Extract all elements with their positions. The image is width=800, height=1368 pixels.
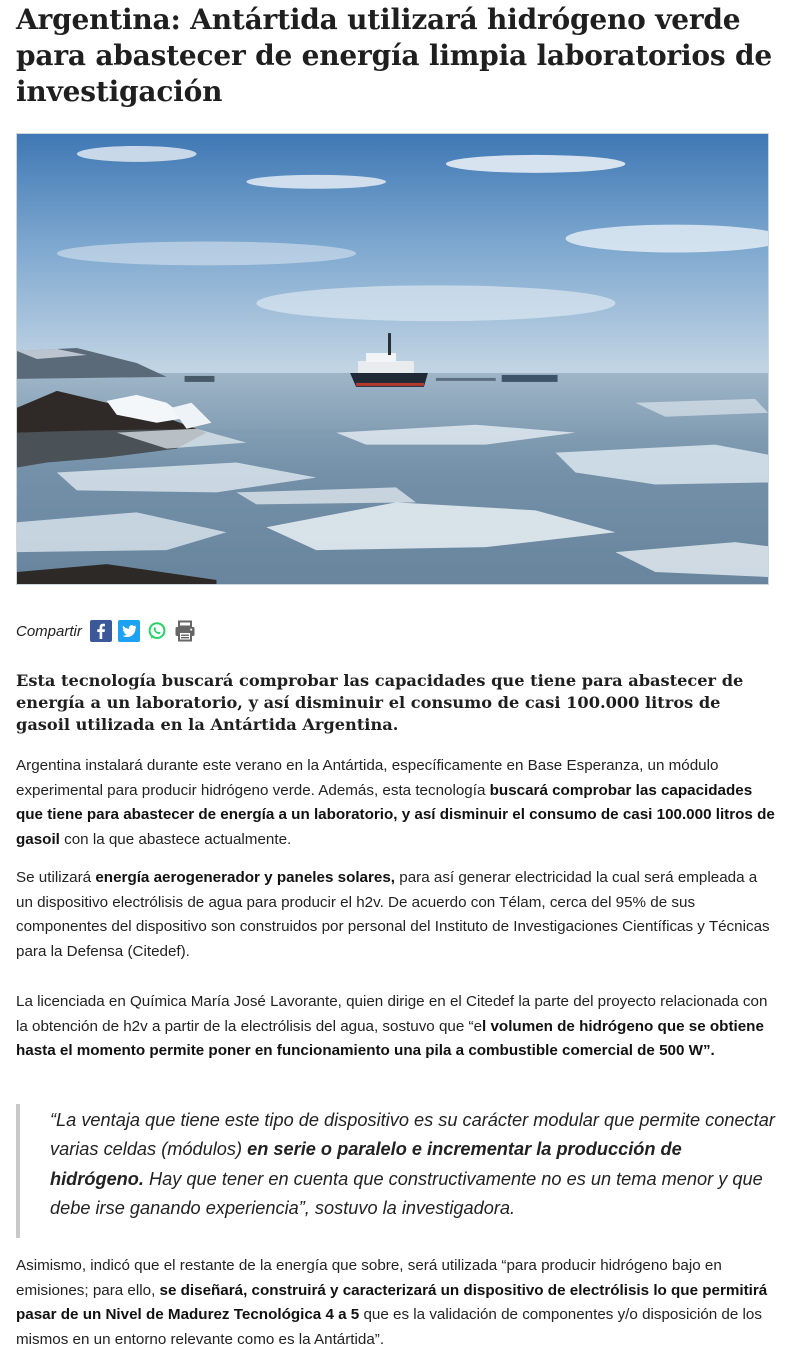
quote-text: Hay que tener en cuenta que constructivamente no es un tema menor y que debe irse ganando experiencia”, sostuvo la investigadora. <box>50 1168 763 1219</box>
text: La licenciada en Química María José Lavorante, quien dirige en el Citedef la parte del proyecto relacionada con la obtención de h2v a partir de la electrólisis del agua, sostuvo que “e <box>16 993 768 1035</box>
bold-text: energía aerogenerador y paneles solares, <box>95 869 396 886</box>
print-icon[interactable] <box>174 620 196 642</box>
text: que es la validación de componentes y/o disposición de los mismos en un entorno relevante como es la Antártida”. <box>16 1306 762 1348</box>
twitter-icon[interactable] <box>118 620 140 642</box>
antarctic-ship-photo <box>17 134 768 584</box>
paragraph-3 <box>16 990 776 1064</box>
whatsapp-icon[interactable] <box>146 620 168 642</box>
quote-bold-text: en serie o paralelo e incrementar la producción de hidrógeno. <box>50 1139 682 1189</box>
hero-image <box>16 133 769 585</box>
text: para así generar electricidad la cual será empleada a un dispositivo electrólisis de agua para producir el h2v. De acuerdo con Télam, cerca del 95% de sus componentes del dispositivo son construidos por personal del Instituto de Investigaciones Científicas y Técnicas para la Defensa (Citedef). <box>16 869 770 960</box>
text: Argentina instalará durante este verano en la Antártida, específicamente en Base Esperanza, un módulo experimental para producir hidrógeno verde. Además, esta tecnología <box>16 757 719 799</box>
article-lead: Esta tecnología buscará comprobar las capacidades que tiene para abastecer de energía a un laboratorio, y así disminuir el consumo de casi 100.000 litros de gasoil utilizada en la Antártida Argentina. <box>16 671 744 734</box>
text: Se utilizará <box>16 869 96 886</box>
share-bar <box>16 617 196 645</box>
bold-text: l volumen de hidrógeno que se obtiene hasta el momento permite poner en funcionamiento una pila a combustible comercial de 500 W”. <box>16 1017 764 1059</box>
quote-text: “La ventaja que tiene este tipo de dispositivo es su carácter modular que permite conectar varias celdas (módulos) <box>50 1110 775 1160</box>
facebook-icon[interactable] <box>90 620 112 642</box>
bold-text: se diseñará, construirá y caracterizará un dispositivo de electrólisis lo que permitirá pasar de un Nivel de Madurez Tecnológica 4 a 5 <box>16 1281 768 1323</box>
pull-quote <box>16 1104 776 1238</box>
paragraph-2 <box>16 866 776 964</box>
article-headline: Argentina: Antártida utilizará hidrógeno verde para abastecer de energía limpia laboratorios de investigación <box>16 3 772 108</box>
text: con la que abastece actualmente. <box>59 830 292 848</box>
bold-text: buscará comprobar las capacidades que tiene para abastecer de energía a un laboratorio, y así disminuir el consumo de casi 100.000 litros de gasoil <box>16 781 775 848</box>
paragraph-1 <box>16 754 776 852</box>
share-label: Compartir <box>16 622 82 640</box>
text: Asimismo, indicó que el restante de la energía que sobre, será utilizada “para producir hidrógeno bajo en emisiones; para ello, <box>16 1257 722 1299</box>
paragraph-4 <box>16 1254 776 1352</box>
